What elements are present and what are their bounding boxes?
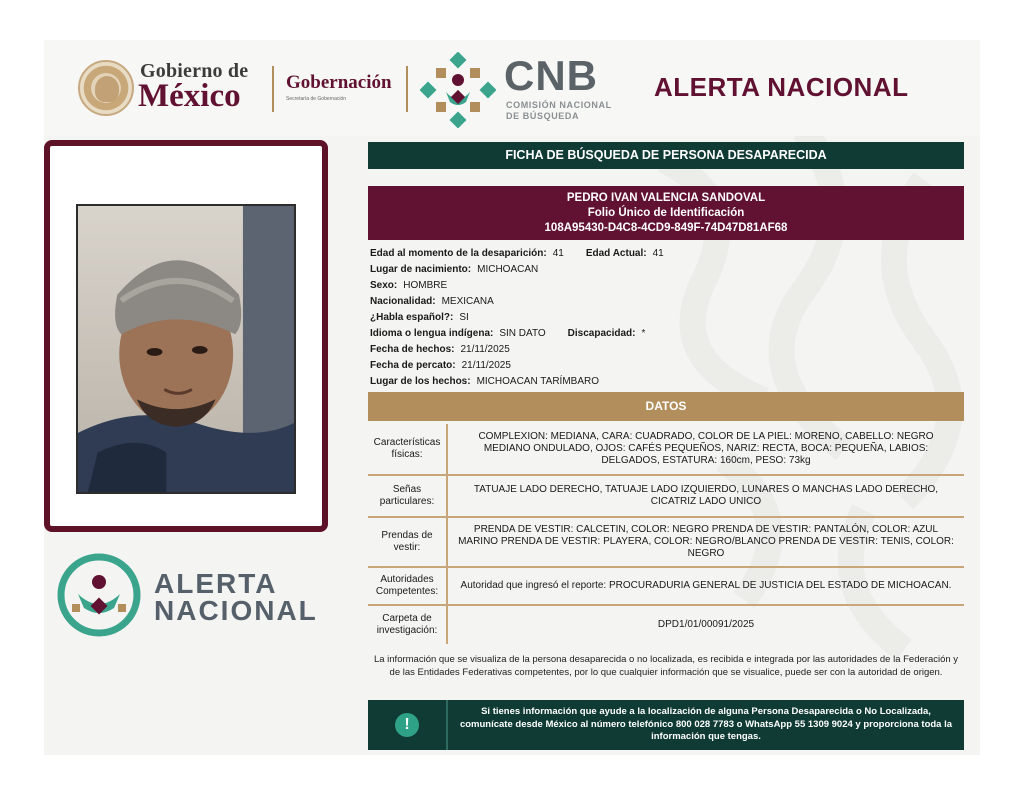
- gobernacion-logo-text: Gobernación: [286, 72, 392, 93]
- ficha-title-bar: FICHA DE BÚSQUEDA DE PERSONA DESAPARECIDA: [368, 142, 964, 169]
- edad-desaparicion-value: 41: [552, 248, 564, 259]
- datos-label: Prendas de vestir:: [368, 518, 448, 566]
- sexo-value: HOMBRE: [403, 280, 448, 291]
- info-row-habla: [370, 310, 964, 326]
- help-bar: [368, 700, 964, 750]
- edad-actual-label: Edad Actual:: [585, 248, 647, 259]
- datos-label: Carpeta de investigación:: [368, 606, 448, 644]
- fecha-percato-value: 21/11/2025: [461, 360, 511, 371]
- alert-title: ALERTA NACIONAL: [654, 72, 909, 102]
- idioma-label: Idioma o lengua indígena:: [370, 328, 494, 339]
- gobernacion-subtitle: Secretaría de Gobernación: [286, 96, 347, 102]
- datos-value: Autoridad que ingresó el reporte: PROCURADURIA GENERAL DE JUSTICIA DEL ESTADO DE MICHOACAN.: [460, 580, 952, 591]
- datos-value: TATUAJE LADO DERECHO, TATUAJE LADO IZQUIERDO, LUNARES O MANCHAS LADO DERECHO, CICATRIZ LADO UNICO: [473, 484, 939, 507]
- discapacidad-value: *: [641, 328, 646, 339]
- table-row: [368, 476, 964, 518]
- cnb-subtitle-line1: COMISIÓN NACIONAL: [506, 100, 612, 110]
- help-text: Si tienes información que ayude a la localización de alguna Persona Desaparecida o No Localizada, comunícate desde México al número telefónico 800 028 7783 o WhatsApp 55 1309 9024 y proporciona toda la información que tengas.: [459, 706, 953, 743]
- edad-actual-value: 41: [652, 248, 664, 259]
- lugar-nacimiento-label: Lugar de nacimiento:: [370, 264, 472, 275]
- fecha-percato-label: Fecha de percato:: [370, 360, 456, 371]
- fecha-hechos-label: Fecha de hechos:: [370, 344, 455, 355]
- fecha-hechos-value: 21/11/2025: [460, 344, 510, 355]
- info-row-lugar-hechos: [370, 374, 964, 390]
- habla-value: SI: [459, 312, 469, 323]
- lugar-hechos-value: MICHOACAN TARÍMBARO: [476, 376, 599, 387]
- table-row: [368, 518, 964, 568]
- nacionalidad-label: Nacionalidad:: [370, 296, 436, 307]
- person-name-box: [368, 186, 964, 240]
- cnb-subtitle-line2: DE BÚSQUEDA: [506, 111, 580, 121]
- folio-label: Folio Único de Identificación: [587, 207, 745, 219]
- datos-label: Autoridades Competentes:: [368, 568, 448, 604]
- gobierno-line2: México: [138, 78, 241, 114]
- lugar-nacimiento-value: MICHOACAN: [477, 264, 539, 275]
- nacionalidad-value: MEXICANA: [441, 296, 494, 307]
- table-row: [368, 568, 964, 606]
- person-info: [370, 246, 964, 390]
- datos-value: DPD1/01/00091/2025: [657, 619, 755, 630]
- info-row-fecha-percato: [370, 358, 964, 374]
- header-divider: [406, 66, 408, 112]
- cnb-logo-icon: [420, 52, 496, 128]
- header-divider: [272, 66, 274, 112]
- help-icon-cell: [368, 700, 448, 750]
- habla-label: ¿Habla español?:: [370, 312, 454, 323]
- logo-text-line1: ALERTA: [154, 568, 278, 599]
- info-row-sexo: [370, 278, 964, 294]
- info-row-nacionalidad: [370, 294, 964, 310]
- logo-text-line2: NACIONAL: [154, 595, 318, 626]
- datos-value: PRENDA DE VESTIR: CALCETIN, COLOR: NEGRO PRENDA DE VESTIR: PANTALÓN, COLOR: AZUL MARINO PRENDA DE VESTIR: PLAYERA, COLOR: NEGRO/BLANCO PRENDA DE VESTIR: TENIS, COLOR: NEGRO: [458, 524, 954, 559]
- sexo-label: Sexo:: [370, 280, 398, 291]
- info-row-idioma: [370, 326, 964, 342]
- datos-title-bar: DATOS: [368, 392, 964, 421]
- idioma-value: SIN DATO: [499, 328, 546, 339]
- gobierno-line1: Gobierno de: [140, 60, 249, 82]
- lugar-hechos-label: Lugar de los hechos:: [370, 376, 471, 387]
- person-name: PEDRO IVAN VALENCIA SANDOVAL: [566, 192, 766, 204]
- folio-value: 108A95430-D4C8-4CD9-849F-74D47D81AF68: [544, 222, 788, 234]
- disclaimer-text: La información que se visualiza de la persona desaparecida o no localizada, es recibida e integrada por las autoridades de la Federación y de las Entidades Federativas competentes, por lo que cualquier información que se visualice, puede ser con la autoridad de origen.: [373, 654, 959, 678]
- edad-desaparicion-label: Edad al momento de la desaparición:: [370, 248, 547, 259]
- missing-person-photo: [76, 204, 296, 494]
- info-row-lugar-nacimiento: [370, 262, 964, 278]
- search-sheet: [44, 40, 980, 755]
- cnb-title: CNB: [504, 52, 598, 99]
- table-row: [368, 606, 964, 644]
- discapacidad-label: Discapacidad:: [567, 328, 636, 339]
- exclamation-icon: !: [395, 713, 419, 737]
- datos-table: [368, 424, 964, 644]
- header: [44, 40, 980, 136]
- photo-frame: [44, 140, 328, 532]
- datos-label: Señas particulares:: [368, 476, 448, 516]
- datos-value: COMPLEXION: MEDIANA, CARA: CUADRADO, COLOR DE LA PIEL: MORENO, CABELLO: NEGRO MEDIANO ONDULADO, OJOS: CAFÉS PEQUEÑOS, NARIZ: RECTA, BOCA: PEQUEÑA, LABIOS: DELGADOS, ESTATURA: 160cm, PESO: 73kg: [478, 431, 934, 466]
- info-row-edad: [370, 246, 964, 262]
- alerta-nacional-logo-icon: [56, 552, 142, 638]
- alerta-nacional-logo-text: [154, 570, 318, 624]
- datos-label: Características físicas:: [368, 424, 448, 474]
- table-row: [368, 424, 964, 476]
- info-row-fecha-hechos: [370, 342, 964, 358]
- mexico-seal-logo: [78, 60, 134, 116]
